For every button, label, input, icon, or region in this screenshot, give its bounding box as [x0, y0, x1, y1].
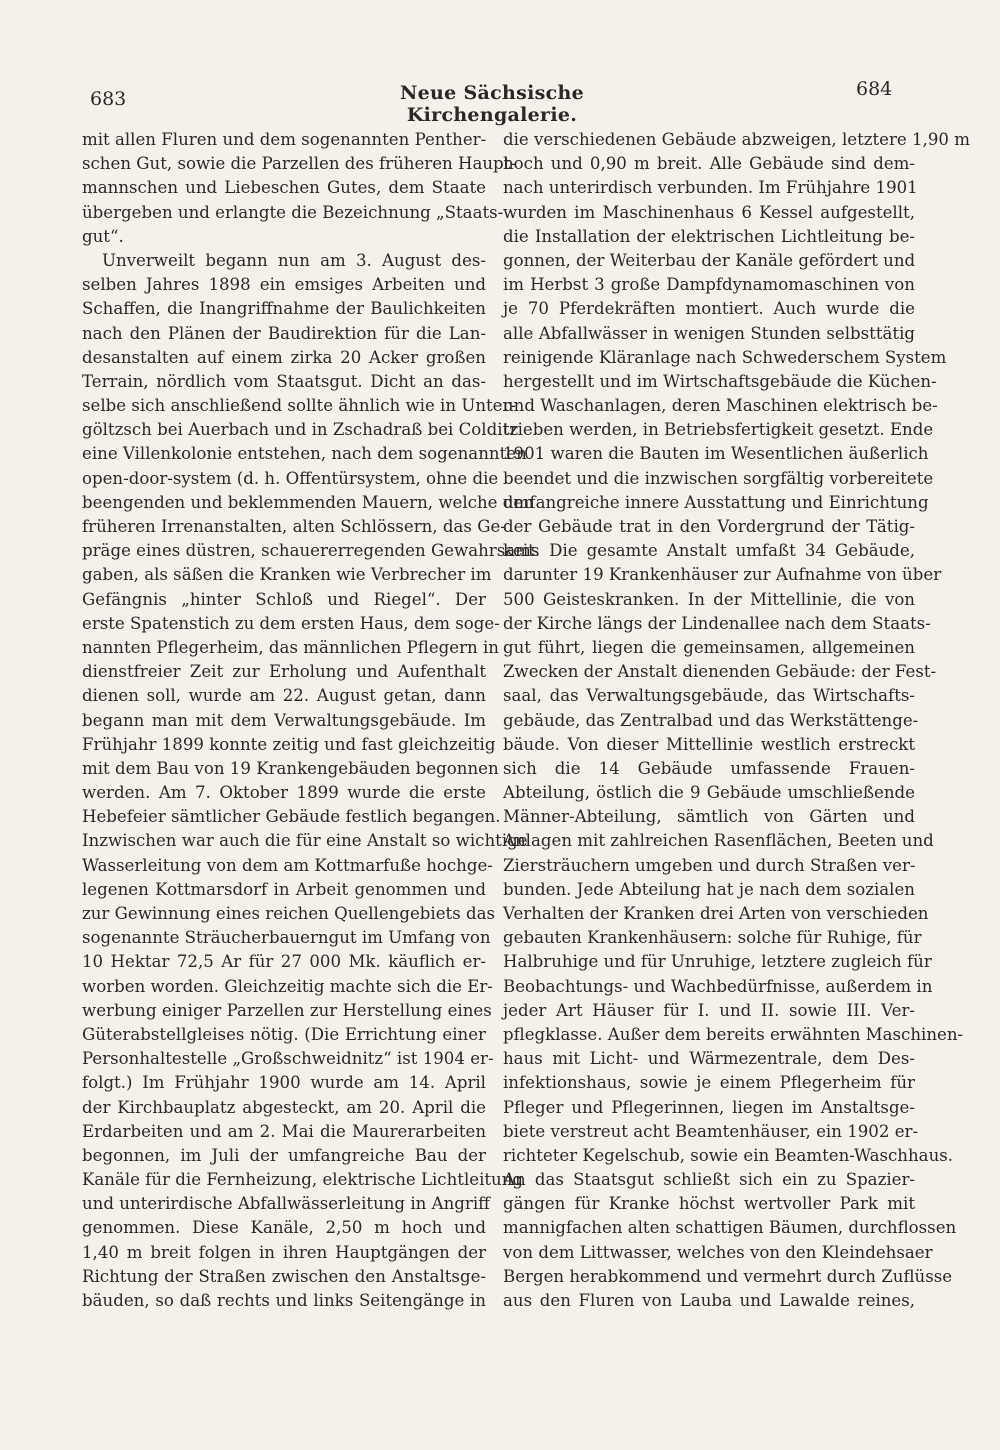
text-line: gebäude, das Zentralbad und das Werkstättenge- [503, 710, 919, 730]
text-line: zur Gewinnung eines reichen Quellengebiets das [82, 904, 496, 923]
text-line: dienen soll, wurde am 22. August getan, dann [82, 686, 486, 706]
text-line: die Installation der elektrischen Lichtleitung be- [503, 226, 915, 246]
text-line: 1901 waren die Bauten im Wesentlichen äußerlich [503, 444, 929, 464]
text-line: die verschiedenen Gebäude abzweigen, letztere 1,90 m [503, 130, 970, 149]
text-line: Zwecken der Anstalt dienenden Gebäude: der Fest- [503, 662, 937, 682]
text-line: gonnen, der Weiterbau der Kanäle gefördert und [503, 250, 916, 270]
text-line: schen Gut, sowie die Parzellen des früheren Haupt- [82, 154, 516, 174]
text-line: Bergen herabkommend und vermehrt durch Zuflüsse [503, 1266, 953, 1286]
text-line: Richtung der Straßen zwischen den Anstaltsge- [82, 1266, 486, 1286]
text-line: werbung einiger Parzellen zur Herstellung eines [82, 1000, 492, 1020]
text-line: haus mit Licht- und Wärmezentrale, dem Des- [503, 1049, 915, 1069]
text-line: Halbruhige und für Unruhige, letztere zugleich für [503, 952, 932, 972]
text-line: biete verstreut acht Beamtenhäuser, ein 1902 er- [503, 1121, 919, 1141]
text-line: infektionshaus, sowie je einem Pflegerheim für [503, 1073, 915, 1093]
text-line: begann man mit dem Verwaltungsgebäude. Im [82, 710, 486, 730]
text-line: und Waschanlagen, deren Maschinen elektrisch be- [503, 396, 938, 416]
text-line: der Kirchbauplatz abgesteckt, am 20. April die [82, 1097, 486, 1117]
text-line: worben worden. Gleichzeitig machte sich die Er- [82, 976, 493, 996]
text-line: sich die 14 Gebäude umfassende Frauen- [503, 758, 915, 778]
text-line: pflegklasse. Außer dem bereits erwähnten Maschinen- [503, 1024, 964, 1044]
text-line: mannigfachen alten schattigen Bäumen, durchflossen [503, 1218, 957, 1238]
text-line: Abteilung, östlich die 9 Gebäude umschließende [503, 783, 915, 803]
text-line: desanstalten auf einem zirka 20 Acker großen [82, 347, 486, 367]
text-line: Terrain, nördlich vom Staatsgut. Dicht an das- [82, 371, 486, 391]
text-line: mit dem Bau von 19 Krankengebäuden begonnen [82, 758, 499, 778]
text-line: aus den Fluren von Lauba und Lawalde reines, [503, 1291, 915, 1310]
text-line: Hebefeier sämtlicher Gebäude festlich begangen. [82, 807, 501, 827]
running-title: Neue Sächsische Kirchengalerie. [400, 82, 584, 126]
text-line: An das Staatsgut schließt sich ein zu Spazier- [503, 1170, 915, 1190]
text-line: nannten Pflegerheim, das männlichen Pflegern in [82, 637, 499, 657]
text-line: der Kirche längs der Lindenallee nach dem Staats- [503, 613, 931, 633]
text-line: und unterirdische Abfallwässerleitung in Angriff [82, 1194, 490, 1214]
text-line: Unverweilt begann nun am 3. August des- [102, 250, 486, 270]
text-line: von dem Littwasser, welches von den Kleindehsaer [503, 1242, 933, 1262]
text-line: gut“. [82, 226, 124, 246]
text-line: Beobachtungs- und Wachbedürfnisse, außerdem in [503, 976, 933, 996]
text-line: gut führt, liegen die gemeinsamen, allgemeinen [503, 637, 915, 657]
text-line: beendet und die inzwischen sorgfältig vorbereitete [503, 468, 934, 488]
text-line: Güterabstellgleises nötig. (Die Errichtung einer [82, 1024, 486, 1044]
page-number-left: 683 [90, 88, 127, 110]
text-line: begonnen, im Juli der umfangreiche Bau der [82, 1145, 486, 1165]
text-line: mannschen und Liebeschen Gutes, dem Staate [82, 178, 486, 198]
text-line: bäude. Von dieser Mittellinie westlich erstreckt [503, 734, 915, 754]
text-line: göltzsch bei Auerbach und in Zschadraß bei Colditz [82, 420, 518, 440]
text-line: Pfleger und Pflegerinnen, liegen im Anstaltsge- [503, 1097, 915, 1117]
text-line: jeder Art Häuser für I. und II. sowie III. Ver- [503, 1000, 915, 1020]
text-line: bäuden, so daß rechts und links Seitengänge in [82, 1291, 486, 1310]
text-line: nach unterirdisch verbunden. Im Frühjahre 1901 [503, 178, 918, 198]
text-line: präge eines düstren, schauererregenden Gewahrsams [82, 541, 540, 561]
text-line: saal, das Verwaltungsgebäude, das Wirtschafts- [503, 686, 915, 706]
text-line: 1,40 m breit folgen in ihren Hauptgängen der [82, 1242, 486, 1262]
text-line: Schaffen, die Inangriffnahme der Baulichkeiten [82, 299, 486, 319]
text-line: 10 Hektar 72,5 Ar für 27 000 Mk. käuflich er- [82, 952, 486, 972]
text-line: früheren Irrenanstalten, alten Schlössern, das Ge- [82, 517, 506, 536]
text-line: umfangreiche innere Ausstattung und Einrichtung [503, 492, 929, 512]
text-line: je 70 Pferdekräften montiert. Auch wurde die [503, 299, 915, 319]
text-line: wurden im Maschinenhaus 6 Kessel aufgestellt, [503, 202, 915, 222]
text-line: mit allen Fluren und dem sogenannten Penther- [82, 130, 487, 149]
text-line: Wasserleitung von dem am Kottmarfuße hochge- [82, 855, 493, 875]
text-line: nach den Plänen der Baudirektion für die Lan- [82, 323, 486, 343]
text-line: Inzwischen war auch die für eine Anstalt so wichtige [82, 831, 528, 851]
text-line: richteter Kegelschub, sowie ein Beamten-Waschhaus. [503, 1145, 954, 1165]
text-line: 500 Geisteskranken. In der Mittellinie, die von [503, 589, 915, 609]
text-line: reinigende Kläranlage nach Schwederschem System [503, 347, 947, 367]
text-line: Erdarbeiten und am 2. Mai die Maurerarbeiten [82, 1121, 486, 1141]
text-line: selben Jahres 1898 ein emsiges Arbeiten und [82, 275, 486, 295]
text-line: gebauten Krankenhäusern: solche für Ruhige, für [503, 928, 922, 948]
text-line: Kanäle für die Fernheizung, elektrische Lichtleitung [82, 1170, 524, 1190]
text-line: Anlagen mit zahlreichen Rasenflächen, Beeten und [503, 831, 934, 851]
text-line: Personhaltestelle „Großschweidnitz“ ist 1904 er- [82, 1049, 494, 1069]
text-line: Frühjahr 1899 konnte zeitig und fast gleichzeitig [82, 734, 496, 754]
text-line: folgt.) Im Frühjahr 1900 wurde am 14. April [82, 1073, 486, 1093]
text-line: werden. Am 7. Oktober 1899 wurde die erste [82, 783, 486, 803]
text-line: bunden. Jede Abteilung hat je nach dem sozialen [503, 879, 915, 899]
text-line: dienstfreier Zeit zur Erholung und Aufenthalt [82, 662, 486, 682]
text-line: darunter 19 Krankenhäuser zur Aufnahme von über [503, 565, 942, 585]
text-line: sogenannte Sträucherbauerngut im Umfang von [82, 928, 491, 948]
text-line: genommen. Diese Kanäle, 2,50 m hoch und [82, 1218, 486, 1238]
text-line: legenen Kottmarsdorf in Arbeit genommen und [82, 879, 486, 899]
text-line: hergestellt und im Wirtschaftsgebäude die Küchen- [503, 371, 937, 391]
text-line: gängen für Kranke höchst wertvoller Park mit [503, 1194, 915, 1214]
text-line: beengenden und beklemmenden Mauern, welche den [82, 492, 534, 512]
text-line: übergeben und erlangte die Bezeichnung „Staats- [82, 202, 504, 222]
text-line: Verhalten der Kranken drei Arten von verschieden [503, 904, 929, 923]
text-line: Männer-Abteilung, sämtlich von Gärten und [503, 807, 915, 827]
text-line: trieben werden, in Betriebsfertigkeit gesetzt. Ende [503, 420, 934, 440]
text-line: im Herbst 3 große Dampfdynamomaschinen von [503, 275, 915, 295]
text-column-right [503, 128, 970, 1313]
text-line: hoch und 0,90 m breit. Alle Gebäude sind dem- [503, 154, 915, 174]
text-line: selbe sich anschließend sollte ähnlich wie in Unter- [82, 396, 517, 416]
page-number-right: 684 [856, 78, 893, 100]
text-column-left [82, 128, 540, 1313]
text-line: keit. Die gesamte Anstalt umfaßt 34 Gebäude, [503, 541, 915, 561]
text-line: der Gebäude trat in den Vordergrund der Tätig- [503, 517, 915, 536]
text-line: Gefängnis „hinter Schloß und Riegel“. Der [82, 589, 486, 609]
text-line: Ziersträuchern umgeben und durch Straßen ver- [503, 855, 916, 875]
text-line: open-door-system (d. h. Offentürsystem, ohne die [82, 468, 499, 488]
text-line: eine Villenkolonie entstehen, nach dem sogenannten [82, 444, 527, 464]
text-line: erste Spatenstich zu dem ersten Haus, dem soge- [82, 613, 500, 633]
text-line: gaben, als säßen die Kranken wie Verbrecher im [82, 565, 492, 585]
text-line: alle Abfallwässer in wenigen Stunden selbsttätig [503, 323, 915, 343]
